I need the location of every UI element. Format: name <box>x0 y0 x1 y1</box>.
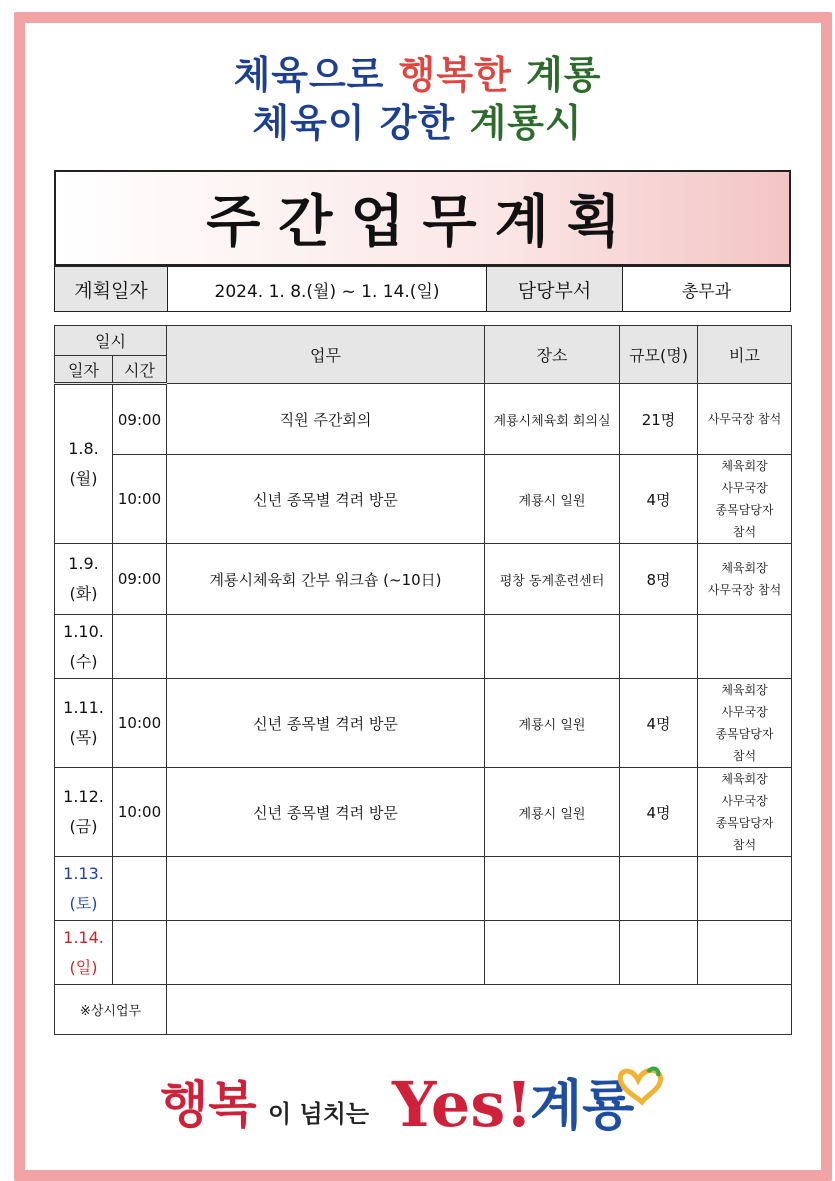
slogan-line-2 <box>0 92 835 147</box>
place-cell <box>485 921 620 985</box>
time-cell <box>113 857 167 921</box>
place-cell: 계룡시 일원 <box>485 679 620 768</box>
task-cell: 신년 종목별 격려 방문 <box>167 679 485 768</box>
day-date: 1.10. <box>63 621 104 641</box>
day-of-week: (월) <box>69 469 98 488</box>
time-cell: 09:00 <box>113 384 167 455</box>
note-cell <box>698 679 792 768</box>
logo-text-gyeryong: 계룡 <box>530 1074 635 1137</box>
header-datetime: 일시 <box>55 326 167 356</box>
note-cell <box>698 768 792 857</box>
time-cell: 10:00 <box>113 679 167 768</box>
slogan-word: 체육이 <box>252 101 366 145</box>
note-line: 사무국장 <box>721 705 768 719</box>
logo-text-happiness: 행복 <box>160 1076 257 1134</box>
day-of-week: (일) <box>69 957 98 977</box>
place-cell <box>485 615 620 679</box>
table-row <box>55 985 792 1035</box>
day-cell <box>55 921 113 985</box>
dept-label: 담당부서 <box>487 267 623 312</box>
note-cell: 사무국장 참석 <box>698 384 792 455</box>
note-line: 체육회장 <box>721 561 768 575</box>
note-cell <box>698 615 792 679</box>
table-row <box>55 455 792 544</box>
place-cell: 평창 동계훈련센터 <box>485 544 620 615</box>
note-line: 체육회장 <box>721 683 768 697</box>
table-row <box>55 384 792 455</box>
document-title: 주간업무계획 <box>206 190 639 255</box>
header-time: 시간 <box>113 356 167 384</box>
task-cell: 신년 종목별 격려 방문 <box>167 455 485 544</box>
plan-date-value: 2024. 1. 8.(월) ~ 1. 14.(일) <box>168 267 487 312</box>
slogan-word: 행복한 <box>398 53 512 97</box>
note-line: 사무국장 <box>721 481 768 495</box>
note-line: 참석 <box>732 525 757 539</box>
scale-cell <box>620 857 698 921</box>
day-cell <box>55 384 113 544</box>
dept-value: 총무과 <box>623 267 791 312</box>
day-of-week: (금) <box>69 817 98 836</box>
day-of-week: (화) <box>69 584 98 603</box>
table-row <box>55 768 792 857</box>
scale-cell: 21명 <box>620 384 698 455</box>
note-line: 체육회장 <box>721 459 768 473</box>
note-cell <box>698 544 792 615</box>
routine-content <box>167 985 792 1035</box>
plan-info-table <box>54 266 791 312</box>
note-cell <box>698 921 792 985</box>
day-cell <box>55 615 113 679</box>
task-cell: 신년 종목별 격려 방문 <box>167 768 485 857</box>
slogan-word: 계룡 <box>526 53 602 97</box>
day-date: 1.8. <box>68 439 99 458</box>
header-note: 비고 <box>698 326 792 384</box>
slogan-word: 강한 <box>379 101 456 145</box>
task-cell: 계룡시체육회 간부 워크숍 (~10日) <box>167 544 485 615</box>
slogan-word: 계룡시 <box>469 101 583 145</box>
note-line: 종목담당자 <box>715 503 774 517</box>
header-task: 업무 <box>167 326 485 384</box>
day-of-week: (목) <box>69 728 98 747</box>
schedule-table <box>54 325 792 1035</box>
logo-text-yes: Yes! <box>392 1068 533 1141</box>
scale-cell <box>620 615 698 679</box>
note-line: 체육회장 <box>721 772 768 786</box>
note-line: 종목담당자 <box>715 816 774 830</box>
time-cell <box>113 615 167 679</box>
day-cell <box>55 679 113 768</box>
note-cell <box>698 455 792 544</box>
routine-label: ※상시업무 <box>55 985 167 1035</box>
scale-cell <box>620 921 698 985</box>
note-line: 참석 <box>732 838 757 852</box>
logo-text-overflowing: 이 넘치는 <box>268 1100 370 1128</box>
note-line: 참석 <box>732 749 757 763</box>
time-cell: 10:00 <box>113 768 167 857</box>
header-date: 일자 <box>55 356 113 384</box>
day-date: 1.13. <box>63 863 104 883</box>
happy-yes-gyeryong-logo <box>160 1052 680 1142</box>
note-cell <box>698 857 792 921</box>
day-of-week: (토) <box>69 893 98 913</box>
table-row <box>55 615 792 679</box>
scale-cell: 8명 <box>620 544 698 615</box>
day-date: 1.14. <box>63 927 104 947</box>
plan-date-label: 계획일자 <box>55 267 168 312</box>
header-place: 장소 <box>485 326 620 384</box>
time-cell: 10:00 <box>113 455 167 544</box>
task-cell <box>167 857 485 921</box>
place-cell: 계룡시 일원 <box>485 768 620 857</box>
scale-cell: 4명 <box>620 455 698 544</box>
day-of-week: (수) <box>69 651 98 671</box>
table-row <box>55 544 792 615</box>
note-line: 종목담당자 <box>715 727 774 741</box>
header-scale: 규모(명) <box>620 326 698 384</box>
task-cell <box>167 615 485 679</box>
slogan-word: 체육으로 <box>233 53 385 97</box>
task-cell <box>167 921 485 985</box>
slogan-line-1 <box>0 44 835 99</box>
scale-cell: 4명 <box>620 768 698 857</box>
day-date: 1.12. <box>63 787 104 806</box>
task-cell: 직원 주간회의 <box>167 384 485 455</box>
table-row <box>55 921 792 985</box>
time-cell: 09:00 <box>113 544 167 615</box>
day-cell <box>55 768 113 857</box>
document-title-box <box>54 170 791 266</box>
place-cell: 계룡시 일원 <box>485 455 620 544</box>
day-date: 1.9. <box>68 554 99 573</box>
place-cell <box>485 857 620 921</box>
day-cell <box>55 857 113 921</box>
table-row <box>55 679 792 768</box>
scale-cell: 4명 <box>620 679 698 768</box>
place-cell: 계룡시체육회 회의실 <box>485 384 620 455</box>
note-line: 사무국장 <box>721 794 768 808</box>
day-cell <box>55 544 113 615</box>
note-line: 사무국장 참석 <box>707 583 782 597</box>
time-cell <box>113 921 167 985</box>
day-date: 1.11. <box>63 698 104 717</box>
table-row <box>55 857 792 921</box>
